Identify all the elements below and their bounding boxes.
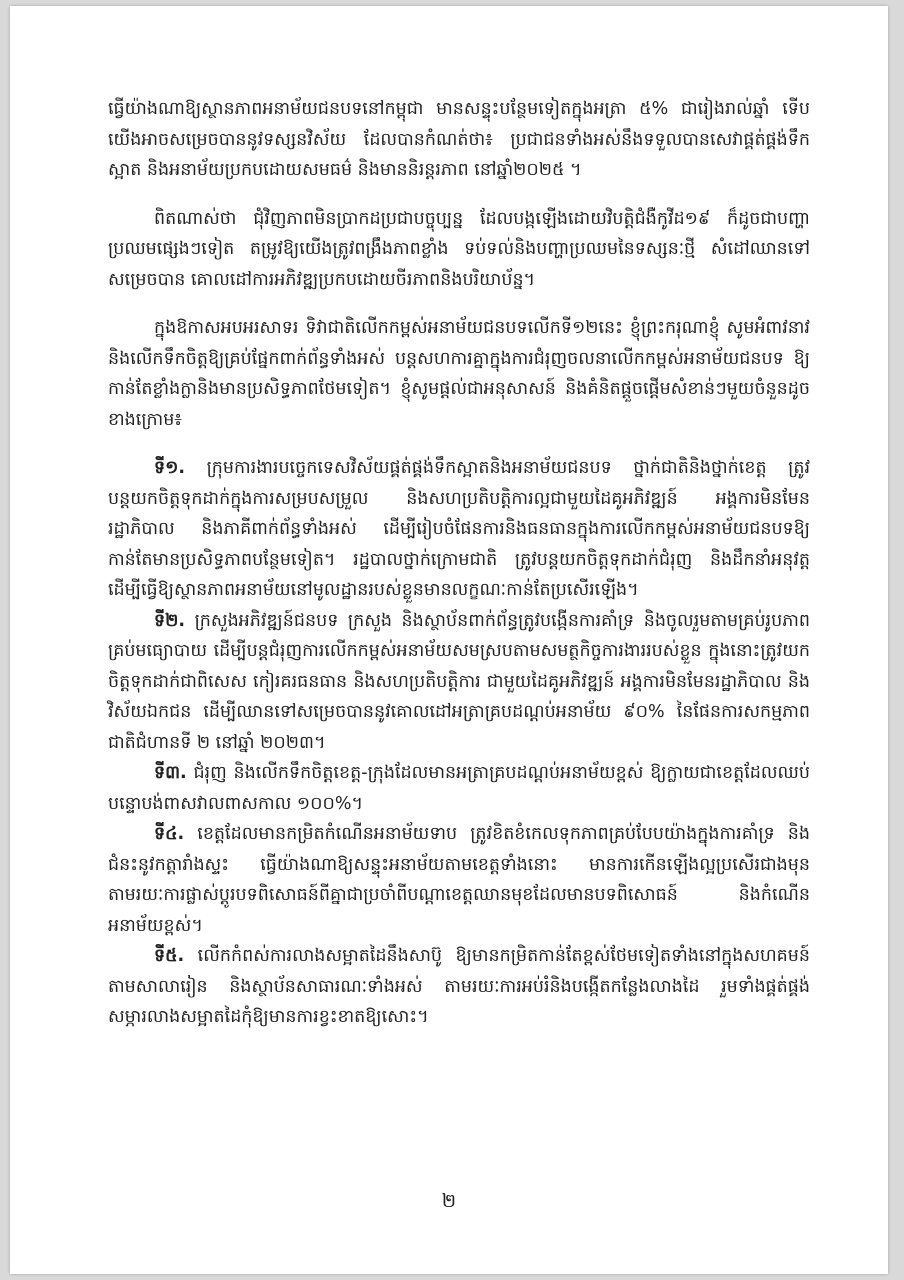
intro-paragraph: ធ្វើយ៉ាងណាឱ្យស្ថានភាពអនាម័យជនបទនៅកម្ពុជា មានសន្ទុះបន្ថែមទៀតក្នុងអត្រា ៥% ជារៀងរាល់ឆ្នាំ ទើបយើងអាចសម្រេចបាននូវទស្សនវិស័យ ដែលបានកំណត់ថា៖ ប្រជាជនទាំងអស់នឹងទទួលបានសេវាផ្គត់ផ្គង់ទឹកស្អាត និងអនាម័យប្រកបដោយសមធម៌ និងមាននិរន្តរភាព នៅឆ្នាំ២០២៥ ។ (108, 99, 810, 180)
recommendation-label: ទី១. (154, 458, 186, 478)
recommendation-label: ទី៣. (154, 763, 187, 783)
recommendation-item (108, 819, 810, 941)
recommendation-text: លើកកំពស់ការលាងសម្អាតដៃនឹងសាប៊ូ ឱ្យមានកម្រិតកាន់តែខ្ពស់ថែមទៀតទាំងនៅក្នុងសហគមន៍ តាមសាលារៀន និងស្ថាប័នសាធារណៈទាំងអស់ តាមរយៈការអប់រំនិងបង្កើតកន្លែងលាងដៃ រួមទាំងផ្គត់ផ្គង់សម្ភារលាងសម្អាតដៃកុំឱ្យមានការខ្វះខាតឱ្យសោះ។ (108, 946, 810, 1027)
page-number: ២ (441, 1190, 457, 1212)
recommendation-label: ទី៥. (154, 946, 185, 966)
recommendation-item (108, 606, 810, 759)
context-paragraph: ពិតណាស់ថា ជុំវិញភាពមិនប្រាកដប្រជាបច្ចុប្បន្ន ដែលបង្កឡើងដោយវិបត្តិជំងឺកូវីដ១៩ ក៏ដូចជាបញ្ហាប្រឈមផ្សេងៗទៀត តម្រូវឱ្យយើងត្រូវពង្រឹងភាពខ្លាំង ទប់ទល់និងបញ្ហាប្រឈមនៃទស្សនៈថ្មី សំដៅឈានទៅសម្រេចបាន គោលដៅការអភិវឌ្ឍប្រកបដោយចីរភាពនិងបរិយាប័ន្ន។ (108, 208, 810, 290)
recommendation-text: ជំរុញ និងលើកទឹកចិត្តខេត្ត-ក្រុងដែលមានអត្រាគ្របដណ្តប់អនាម័យខ្ពស់ ឱ្យក្លាយជាខេត្តដែលឈប់បន្ទោបង់ពាសវាលពាសកាល ១០០%។ (108, 763, 810, 814)
recommendation-text: ខេត្តដែលមានកម្រិតកំណើនអនាម័យទាប ត្រូវខិតខំកេលទុកភាពគ្រប់បែបយ៉ាងក្នុងការគាំទ្រ និងជំនះនូវកត្តារាំងស្ទះ ធ្វើយ៉ាងណាឱ្យសន្ទុះអនាម័យតាមខេត្តទាំងនោះ មានការកើនឡើងល្អប្រសើរជាងមុន តាមរយៈការផ្លាស់ប្តូរបទពិសោធន៍ពីគ្នាជាប្រចាំពីបណ្តាខេត្តឈានមុខដែលមានបទពិសោធន៍ និងកំណើនអនាម័យខ្ពស់។ (108, 824, 810, 936)
appeal-paragraph: ក្នុងឱកាសអបអរសាទរ ទិវាជាតិលើកកម្ពស់អនាម័យជនបទលើកទី១២នេះ ខ្ញុំព្រះករុណាខ្ញុំ សូមអំពាវនាវ និងលើកទឹកចិត្តឱ្យគ្រប់ផ្នែកពាក់ព័ន្ធទាំងអស់ បន្តសហការគ្នាក្នុងការជំរុញចលនាលើកកម្ពស់អនាម័យជនបទ ឱ្យកាន់តែខ្លាំងក្លានិងមានប្រសិទ្ធភាពថែមទៀត។ ខ្ញុំសូមផ្តល់ជាអនុសាសន៍ និងគំនិតផ្តួចផ្តើមសំខាន់ៗមួយចំនួនដូចខាងក្រោម៖ (108, 318, 810, 430)
recommendation-text: ក្រុមការងារបច្ចេកទេសវិស័យផ្គត់ផ្គង់ទឹកស្អាតនិងអនាម័យជនបទ ថ្នាក់ជាតិនិងថ្នាក់ខេត្ត ត្រូវបន្តយកចិត្តទុកដាក់ក្នុងការសម្របសម្រួល និងសហប្រតិបត្តិការល្អជាមួយដៃគូអភិវឌ្ឍន៍ អង្គការមិនមែនរដ្ឋាភិបាល និងភាគីពាក់ព័ន្ធទាំងអស់ ដើម្បីរៀបចំផែនការនិងធនធានក្នុងការលើកកម្ពស់អនាម័យជនបទឱ្យកាន់តែមានប្រសិទ្ធភាពបន្ថែមទៀត។ រដ្ឋបាលថ្នាក់ក្រោមជាតិ ត្រូវបន្តយកចិត្តទុកដាក់ជំរុញ និងដឹកនាំអនុវត្ត ដើម្បីធ្វើឱ្យស្ថានភាពអនាម័យនៅមូលដ្ឋានរបស់ខ្លួនមានលក្ខណៈកាន់តែប្រសើរឡើង។ (108, 458, 810, 600)
document-page (10, 6, 888, 1274)
recommendation-item (108, 453, 810, 606)
document-body (108, 94, 810, 1033)
recommendation-label: ទី៤. (154, 824, 185, 844)
recommendation-item (108, 941, 810, 1033)
recommendation-label: ទី២. (154, 610, 186, 631)
recommendation-text: ក្រសួងអភិវឌ្ឍន៍ជនបទ ក្រសួង និងស្ថាប័នពាក់ព័ន្ធត្រូវបង្កើនការគាំទ្រ និងចូលរួមតាមគ្រប់រូបភាព គ្រប់មធ្យោបាយ ដើម្បីបន្តជំរុញការលើកកម្ពស់អនាម័យសមស្របតាមសមត្ថកិច្ចការងាររបស់ខ្លួន ក្នុងនោះត្រូវយកចិត្តទុកដាក់ជាពិសេស កៀរគរធនធាន និងសហប្រតិបត្តិការ ជាមួយដៃគូអភិវឌ្ឍន៍ អង្គការមិនមែនរដ្ឋាភិបាល និងវិស័យឯកជន ដើម្បីឈានទៅសម្រេចបាននូវគោលដៅអត្រាគ្របដណ្តប់អនាម័យ ៩០% នៃផែនការសកម្មភាពជាតិជំហានទី ២ នៅឆ្នាំ ២០២៣។ (108, 610, 810, 753)
recommendation-item (108, 758, 810, 819)
